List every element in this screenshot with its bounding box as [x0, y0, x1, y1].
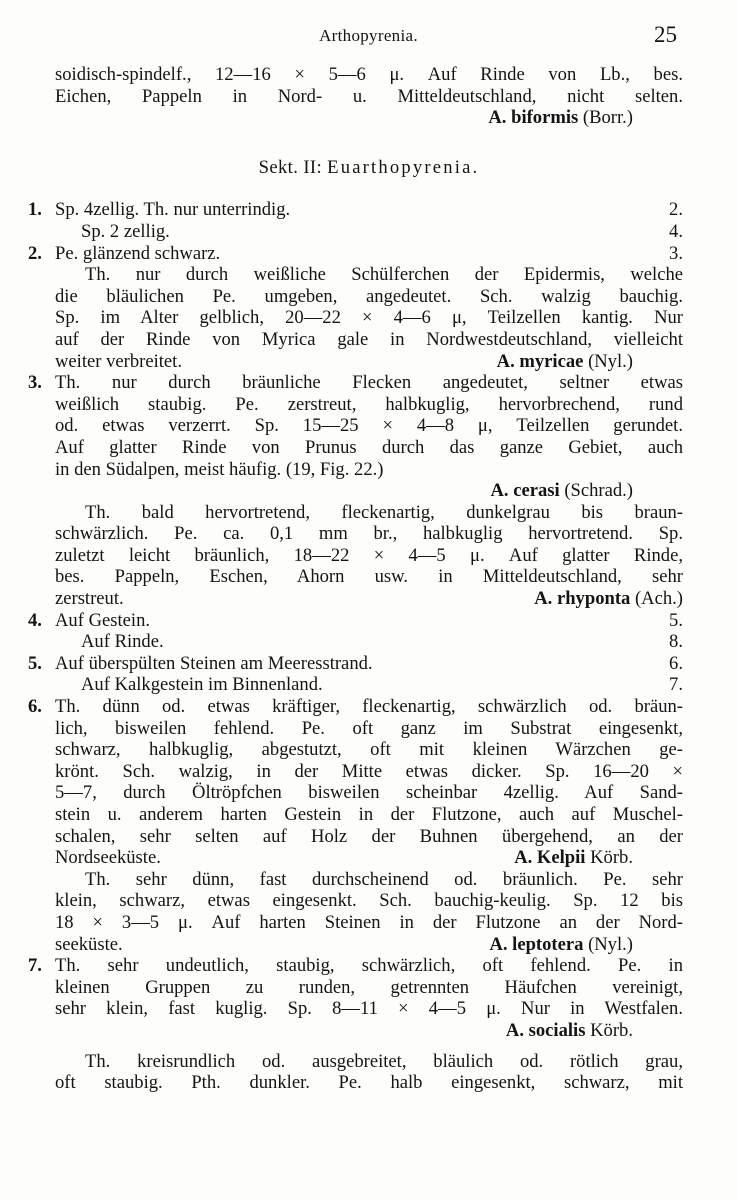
text-fragment: weiter verbreitet. [55, 350, 182, 372]
species-line [55, 351, 683, 373]
text-line: bes. Pappeln, Eschen, Ahorn usw. in Mitteldeutschland, sehr [55, 566, 683, 588]
key-text: Pe. glänzend schwarz. [55, 242, 221, 264]
species-name: A. rhyponta [534, 588, 631, 610]
key-line [28, 955, 683, 977]
text-line: auf der Rinde von Myrica gale in Nordwestdeutschland, vielleicht [55, 328, 683, 350]
species-name: A. leptotera [489, 933, 584, 955]
key-number: 2. [28, 242, 42, 264]
species-citation [514, 847, 633, 869]
text-fragment: seeküste. [55, 933, 123, 955]
key-reference: 7. [669, 674, 683, 696]
text-line: sehr klein, fast kuglig. Sp. 8—11 × 4—5 μ. Nur in Westfalen. [55, 998, 683, 1020]
species-line [55, 847, 683, 869]
text-line: 5—7, durch Öltröpfchen bisweilen scheinbar 4zellig. Auf Sand- [55, 782, 683, 804]
species-citation [534, 588, 683, 610]
species-name: A. myricae [496, 350, 584, 372]
key-text: Auf überspülten Steinen am Meeresstrand. [55, 652, 373, 674]
key-reference: 4. [669, 220, 683, 242]
key-line [28, 652, 683, 675]
species-name: A. cerasi [490, 480, 560, 502]
key-line [28, 242, 683, 265]
key-number: 6. [28, 696, 42, 718]
key-number: 7. [28, 955, 42, 977]
key-text: Auf Gestein. [55, 609, 151, 631]
text-line: Th. bald hervortretend, fleckenartig, dunkelgrau bis braun- [85, 501, 683, 523]
key-text: Auf Rinde. [81, 631, 164, 653]
text-line: Th. sehr dünn, fast durchscheinend od. bräunlich. Pe. sehr [85, 868, 683, 890]
species-author: (Schrad.) [564, 480, 633, 502]
text-line: die bläulichen Pe. umgeben, angedeutet. Sch. walzig bauchig. [55, 285, 683, 307]
section-prefix: Sekt. II: [258, 156, 328, 178]
key-line [55, 221, 683, 243]
key-text: Sp. 2 zellig. [81, 220, 170, 242]
text-line: Auf glatter Rinde von Prunus durch das ganze Gebiet, auch [55, 436, 683, 458]
text-line: schwarz, halbkuglig, abgestutzt, oft mit kleinen Wärzchen ge- [55, 739, 683, 761]
key-text: Sp. 4zellig. Th. nur unterrindig. [55, 199, 291, 221]
text-line: Sp. im Alter gelblich, 20—22 × 4—6 μ, Teilzellen kantig. Nur [55, 307, 683, 329]
species-line [55, 934, 683, 956]
key-reference: 5. [669, 609, 683, 631]
text-fragment: zerstreut. [55, 588, 124, 610]
key-line [28, 372, 683, 394]
text-line: krönt. Sch. walzig, in der Mitte etwas dicker. Sp. 16—20 × [55, 760, 683, 782]
species-author: Körb. [590, 1019, 633, 1041]
text-line: Eichen, Pappeln in Nord- u. Mitteldeutschland, nicht selten. [55, 85, 683, 107]
text-line: zuletzt leicht bräunlich, 18—22 × 4—5 μ. Auf glatter Rinde, [55, 544, 683, 566]
species-line [55, 588, 683, 610]
key-number: 1. [28, 199, 42, 221]
text-line: lich, bisweilen fehlend. Pe. oft ganz im Substrat eingesenkt, [55, 717, 683, 739]
key-reference: 3. [669, 242, 683, 264]
text-line: oft staubig. Pth. dunkler. Pe. halb eingesenkt, schwarz, mit [55, 1072, 683, 1094]
paragraph-gap [55, 1042, 683, 1051]
species-author: (Ach.) [634, 588, 683, 610]
key-line [55, 631, 683, 653]
text-line: stein u. anderem harten Gestein in der Flutzone, auch auf Muschel- [55, 804, 683, 825]
key-line [28, 609, 683, 632]
species-name: A. socialis [505, 1019, 586, 1041]
key-text: Th. sehr undeutlich, staubig, schwärzlich, oft fehlend. Pe. in [55, 955, 683, 977]
species-line [55, 1020, 683, 1042]
key-number: 3. [28, 372, 42, 394]
key-number: 4. [28, 609, 42, 631]
text-line: od. etwas verzerrt. Sp. 15—25 × 4—8 μ, Teilzellen gerundet. [55, 415, 683, 437]
species-name: A. Kelpii [514, 847, 586, 869]
key-line [28, 696, 683, 718]
species-author: Körb. [590, 847, 633, 869]
species-citation [490, 480, 633, 502]
text-line: 18 × 3—5 μ. Auf harten Steinen in der Flutzone an der Nord- [55, 911, 683, 933]
text-line: Th. nur durch weißliche Schülferchen der Epidermis, welche [85, 264, 683, 286]
species-citation [497, 351, 633, 373]
species-citation [488, 107, 633, 129]
key-line [55, 674, 683, 696]
key-number: 5. [28, 652, 42, 674]
text-line: schwärzlich. Pe. ca. 0,1 mm br., halbkuglig hervortretend. Sp. [55, 523, 683, 545]
page-body [28, 64, 683, 1094]
key-line [28, 199, 683, 221]
species-author: (Nyl.) [588, 350, 633, 372]
text-line: soidisch-spindelf., 12—16 × 5—6 μ. Auf Rinde von Lb., bes. [55, 64, 683, 85]
key-text: Th. dünn od. etwas kräftiger, fleckenartig, schwärzlich od. bräun- [55, 696, 683, 718]
species-author: (Borr.) [582, 107, 633, 129]
running-title: Arthopyrenia. [319, 26, 418, 45]
key-text: Auf Kalkgestein im Binnenland. [81, 674, 323, 696]
page-header [0, 22, 737, 62]
page-number: 25 [654, 22, 677, 47]
key-text: Th. nur durch bräunliche Flecken angedeutet, seltner etwas [55, 372, 683, 394]
species-citation [489, 934, 633, 956]
species-line [55, 107, 683, 129]
section-heading [55, 157, 683, 179]
text-line: weißlich staubig. Pe. zerstreut, halbkuglig, hervorbrechend, rund [55, 393, 683, 415]
species-line [55, 480, 683, 502]
text-fragment: Nordseeküste. [55, 847, 161, 869]
key-reference: 6. [669, 652, 683, 674]
section-name: Euarthopyrenia. [327, 156, 480, 178]
key-reference: 2. [669, 199, 683, 221]
species-name: A. biformis [488, 107, 579, 129]
species-author: (Nyl.) [588, 933, 633, 955]
key-reference: 8. [669, 631, 683, 653]
text-line: schalen, sehr selten auf Holz der Buhnen übergehend, an der [55, 825, 683, 847]
text-line: Th. kreisrundlich od. ausgebreitet, bläulich od. rötlich grau, [85, 1050, 683, 1072]
text-line: klein, schwarz, etwas eingesenkt. Sch. bauchig-keulig. Sp. 12 bis [55, 890, 683, 912]
text-line: in den Südalpen, meist häufig. (19, Fig. 22.) [55, 458, 384, 480]
text-line: kleinen Gruppen zu runden, getrennten Häufchen vereinigt, [55, 976, 683, 998]
species-citation [506, 1020, 633, 1042]
